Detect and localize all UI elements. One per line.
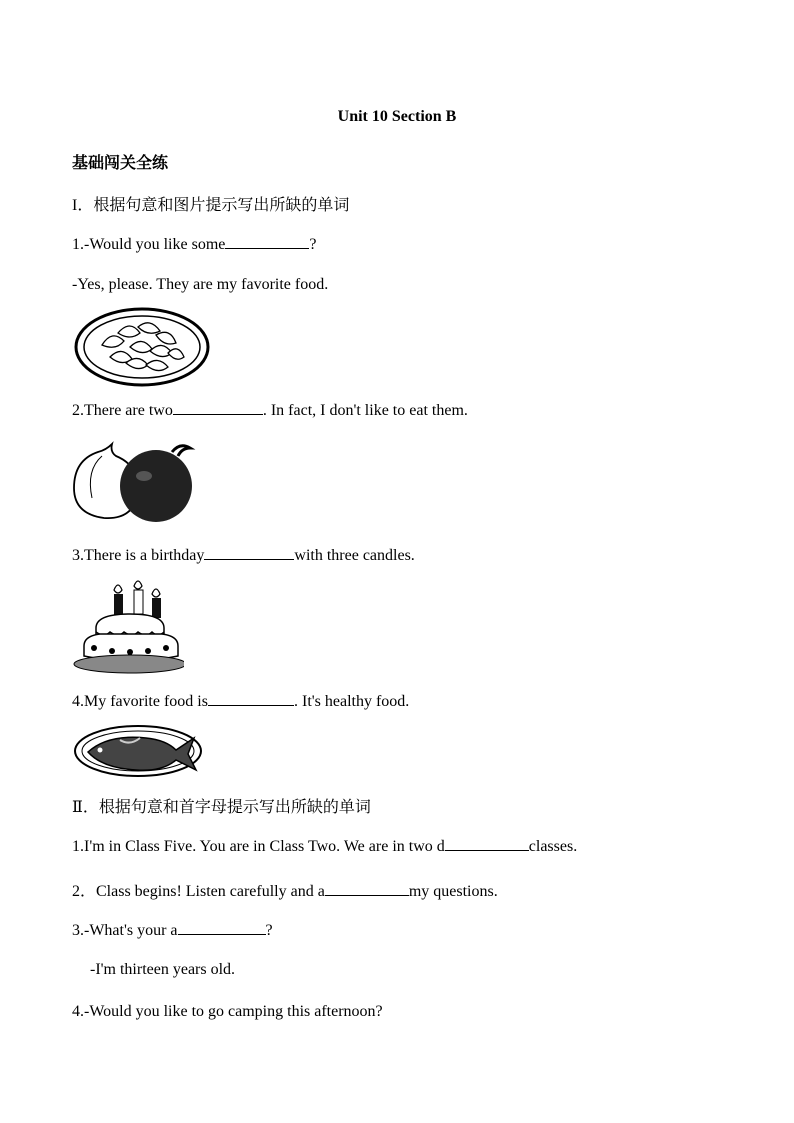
question-text: 3.There is a birthday xyxy=(72,547,205,564)
onions-image xyxy=(72,436,197,528)
question-text-end: . In fact, I don't like to eat them. xyxy=(262,402,468,419)
question-2-3-answer: -I'm thirteen years old. xyxy=(90,961,236,978)
question-1-2 xyxy=(72,400,468,420)
answer-blank[interactable] xyxy=(445,836,529,851)
section2-label: Ⅱ．根据句意和首字母提示写出所缺的单词 xyxy=(72,799,371,816)
question-1-1 xyxy=(72,234,316,254)
question-text: 1.-Would you like some xyxy=(72,236,226,253)
answer-blank[interactable] xyxy=(208,691,294,706)
question-text-end: with three candles. xyxy=(294,547,415,564)
question-text-end: my questions. xyxy=(408,883,498,900)
answer-blank[interactable] xyxy=(173,400,263,415)
section-heading: 基础闯关全练 xyxy=(72,155,169,172)
page-title: Unit 10 Section B xyxy=(337,108,457,125)
answer-blank[interactable] xyxy=(225,234,309,249)
answer-blank[interactable] xyxy=(178,920,266,935)
question-2-2 xyxy=(72,878,498,901)
question-2-1 xyxy=(72,836,577,856)
dumplings-plate-image xyxy=(72,305,212,390)
question-text-end: classes. xyxy=(528,838,578,855)
question-2-4: 4.-Would you like to go camping this afternoon? xyxy=(72,1003,383,1020)
question-1-4 xyxy=(72,691,409,711)
answer-blank[interactable] xyxy=(204,545,294,560)
question-text: 2．Class begins! Listen carefully and a xyxy=(72,883,325,900)
question-text: 2.There are two xyxy=(72,402,173,419)
birthday-cake-image xyxy=(72,576,184,676)
question-text-end: ? xyxy=(265,922,273,939)
question-text: 1.I'm in Class Five. You are in Class Two. We are in two d xyxy=(72,838,445,855)
answer-blank[interactable] xyxy=(325,881,409,896)
question-1-1-answer: -Yes, please. They are my favorite food. xyxy=(72,276,329,293)
question-text: 4.My favorite food is xyxy=(72,693,208,710)
question-2-3 xyxy=(72,920,273,940)
question-text: 3.-What's your a xyxy=(72,922,178,939)
question-text-end: ? xyxy=(309,236,317,253)
section1-label: I．根据句意和图片提示写出所缺的单词 xyxy=(72,197,350,214)
question-text-end: . It's healthy food. xyxy=(293,693,410,710)
question-1-3 xyxy=(72,545,415,565)
fish-plate-image xyxy=(72,722,206,780)
